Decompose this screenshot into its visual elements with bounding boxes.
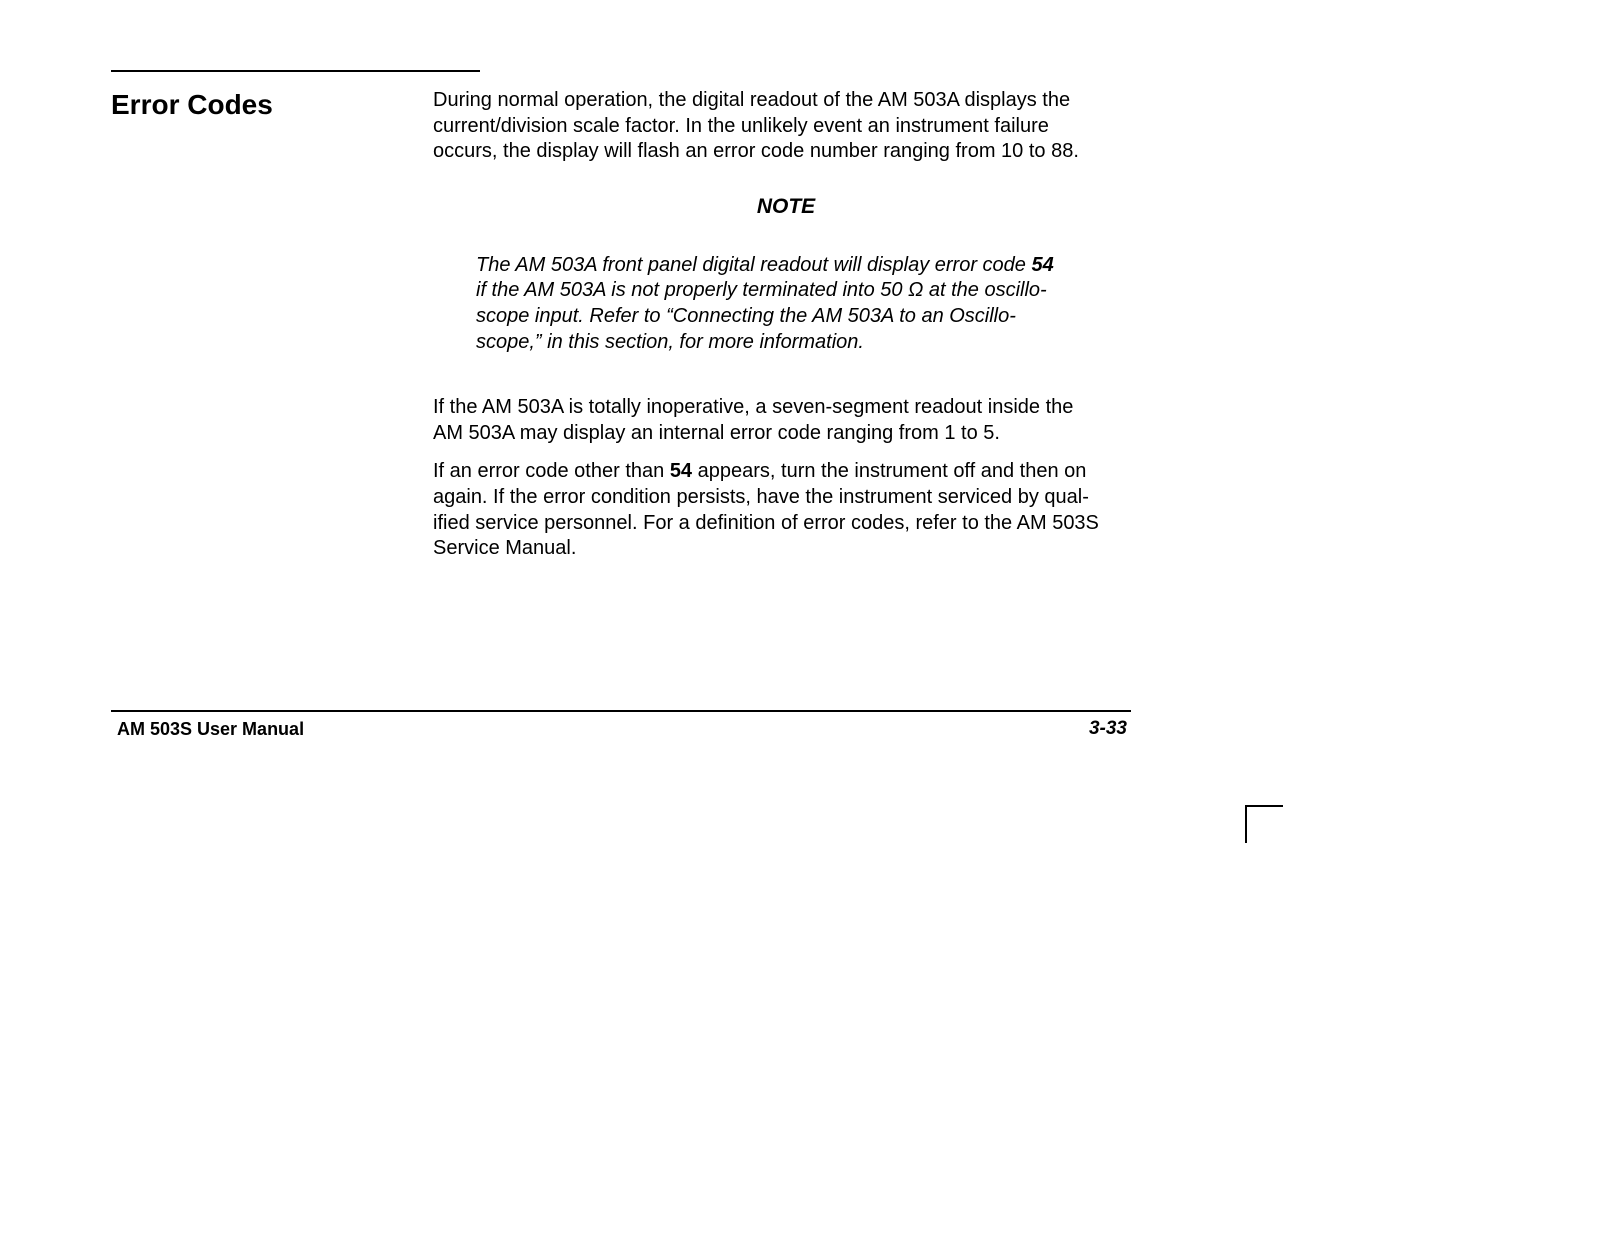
other-code-paragraph bbox=[433, 459, 1123, 561]
body-column bbox=[433, 88, 1123, 562]
inoperative-line: If the AM 503A is totally inoperative, a seven-segment readout inside the bbox=[433, 396, 1074, 419]
footer-manual-title: AM 503S User Manual bbox=[117, 719, 305, 739]
note-body bbox=[476, 253, 1123, 355]
intro-line: current/division scale factor. In the unlikely event an instrument failure bbox=[433, 114, 1049, 137]
section-heading: Error Codes bbox=[111, 89, 273, 120]
other-code-line: ified service personnel. For a definition of error codes, refer to the AM 503S bbox=[433, 511, 1099, 534]
other-code-line: Service Manual. bbox=[433, 537, 577, 560]
note-line: scope,” in this section, for more information. bbox=[476, 330, 864, 353]
note-title: NOTE bbox=[756, 194, 816, 218]
other-code-error-code: 54 bbox=[669, 460, 693, 483]
section-top-rule bbox=[111, 70, 480, 72]
note-text: The AM 503A front panel digital readout will display error code bbox=[476, 253, 1032, 276]
note-line: if the AM 503A is not properly terminated into 50 Ω at the oscillo- bbox=[476, 279, 1047, 302]
other-code-text: appears, turn the instrument off and then on bbox=[692, 460, 1087, 483]
intro-line: occurs, the display will flash an error code number ranging from 10 to 88. bbox=[433, 140, 1079, 163]
crop-mark bbox=[1245, 805, 1283, 843]
other-code-line: again. If the error condition persists, have the instrument serviced by qual- bbox=[433, 485, 1089, 508]
note-line: scope input. Refer to “Connecting the AM 503A to an Oscillo- bbox=[476, 304, 1016, 327]
intro-line: During normal operation, the digital readout of the AM 503A displays the bbox=[433, 89, 1071, 111]
footer-page-number: 3-33 bbox=[1088, 718, 1127, 739]
inoperative-line: AM 503A may display an internal error code ranging from 1 to 5. bbox=[433, 421, 1000, 444]
note-line bbox=[476, 253, 1123, 279]
other-code-line bbox=[433, 459, 1123, 485]
intro-paragraph bbox=[433, 88, 1123, 165]
other-code-text: If an error code other than bbox=[433, 460, 670, 483]
note-error-code: 54 bbox=[1031, 253, 1054, 276]
footer-rule bbox=[111, 710, 1131, 712]
inoperative-paragraph bbox=[433, 395, 1123, 446]
